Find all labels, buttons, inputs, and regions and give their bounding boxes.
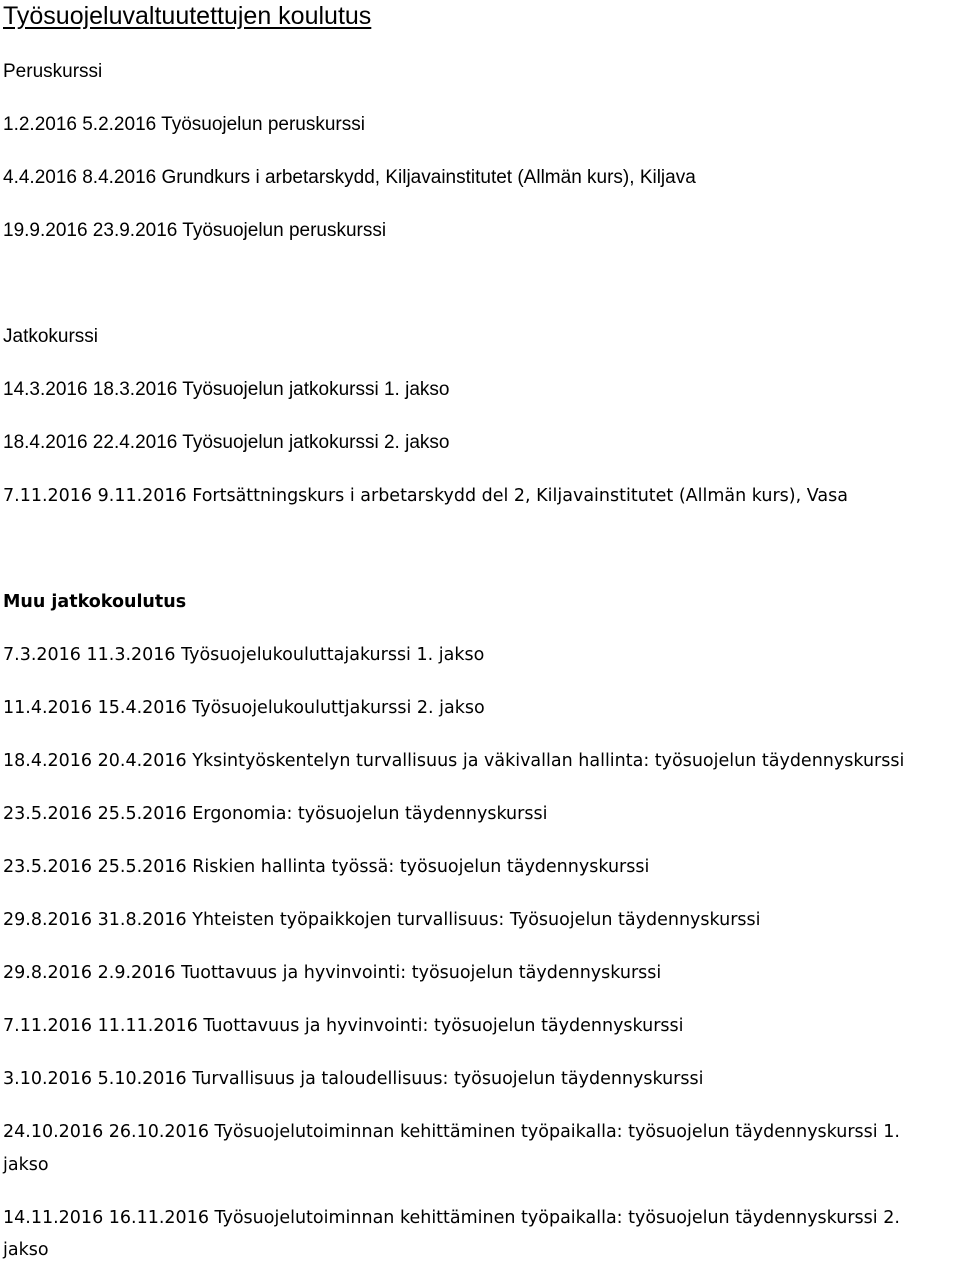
list-item: 4.4.2016 8.4.2016 Grundkurs i arbetarskydd, Kiljavainstitutet (Allmän kurs), Kiljava (3, 167, 696, 188)
list-item: 24.10.2016 26.10.2016 Työsuojelutoiminnan kehittäminen työpaikalla: työsuojelun täydennyskurssi 1. (3, 1122, 900, 1142)
list-item: 14.11.2016 16.11.2016 Työsuojelutoiminnan kehittäminen työpaikalla: työsuojelun täydennyskurssi 2. (3, 1208, 900, 1228)
list-item: 18.4.2016 22.4.2016 Työsuojelun jatkokurssi 2. jakso (3, 432, 450, 453)
list-item: 19.9.2016 23.9.2016 Työsuojelun peruskurssi (3, 220, 387, 241)
list-item: 14.3.2016 18.3.2016 Työsuojelun jatkokurssi 1. jakso (3, 379, 450, 400)
list-item-continuation: jakso (3, 1240, 49, 1260)
section-heading-peruskurssi: Peruskurssi (3, 61, 103, 82)
list-item: 7.3.2016 11.3.2016 Työsuojelukouluttajakurssi 1. jakso (3, 645, 485, 665)
page-title: Työsuojeluvaltuutettujen koulutus (3, 2, 372, 30)
list-item: 23.5.2016 25.5.2016 Ergonomia: työsuojelun täydennyskurssi (3, 804, 548, 824)
section-heading-jatkokurssi: Jatkokurssi (3, 326, 99, 347)
list-item: 23.5.2016 25.5.2016 Riskien hallinta työssä: työsuojelun täydennyskurssi (3, 857, 650, 877)
list-item: 7.11.2016 9.11.2016 Fortsättningskurs i arbetarskydd del 2, Kiljavainstitutet (Allmän kurs), Vasa (3, 486, 848, 506)
list-item: 7.11.2016 11.11.2016 Tuottavuus ja hyvinvointi: työsuojelun täydennyskurssi (3, 1016, 684, 1036)
list-item: 29.8.2016 31.8.2016 Yhteisten työpaikkojen turvallisuus: Työsuojelun täydennyskurssi (3, 910, 761, 930)
list-item: 18.4.2016 20.4.2016 Yksintyöskentelyn turvallisuus ja väkivallan hallinta: työsuojelun täydennyskurssi (3, 751, 905, 771)
list-item: 29.8.2016 2.9.2016 Tuottavuus ja hyvinvointi: työsuojelun täydennyskurssi (3, 963, 662, 983)
section-heading-muu-jatkokoulutus: Muu jatkokoulutus (3, 592, 187, 612)
list-item: 3.10.2016 5.10.2016 Turvallisuus ja taloudellisuus: työsuojelun täydennyskurssi (3, 1069, 704, 1089)
list-item: 1.2.2016 5.2.2016 Työsuojelun peruskurssi (3, 114, 365, 135)
list-item: 11.4.2016 15.4.2016 Työsuojelukouluttjakurssi 2. jakso (3, 698, 485, 718)
list-item-continuation: jakso (3, 1155, 49, 1175)
